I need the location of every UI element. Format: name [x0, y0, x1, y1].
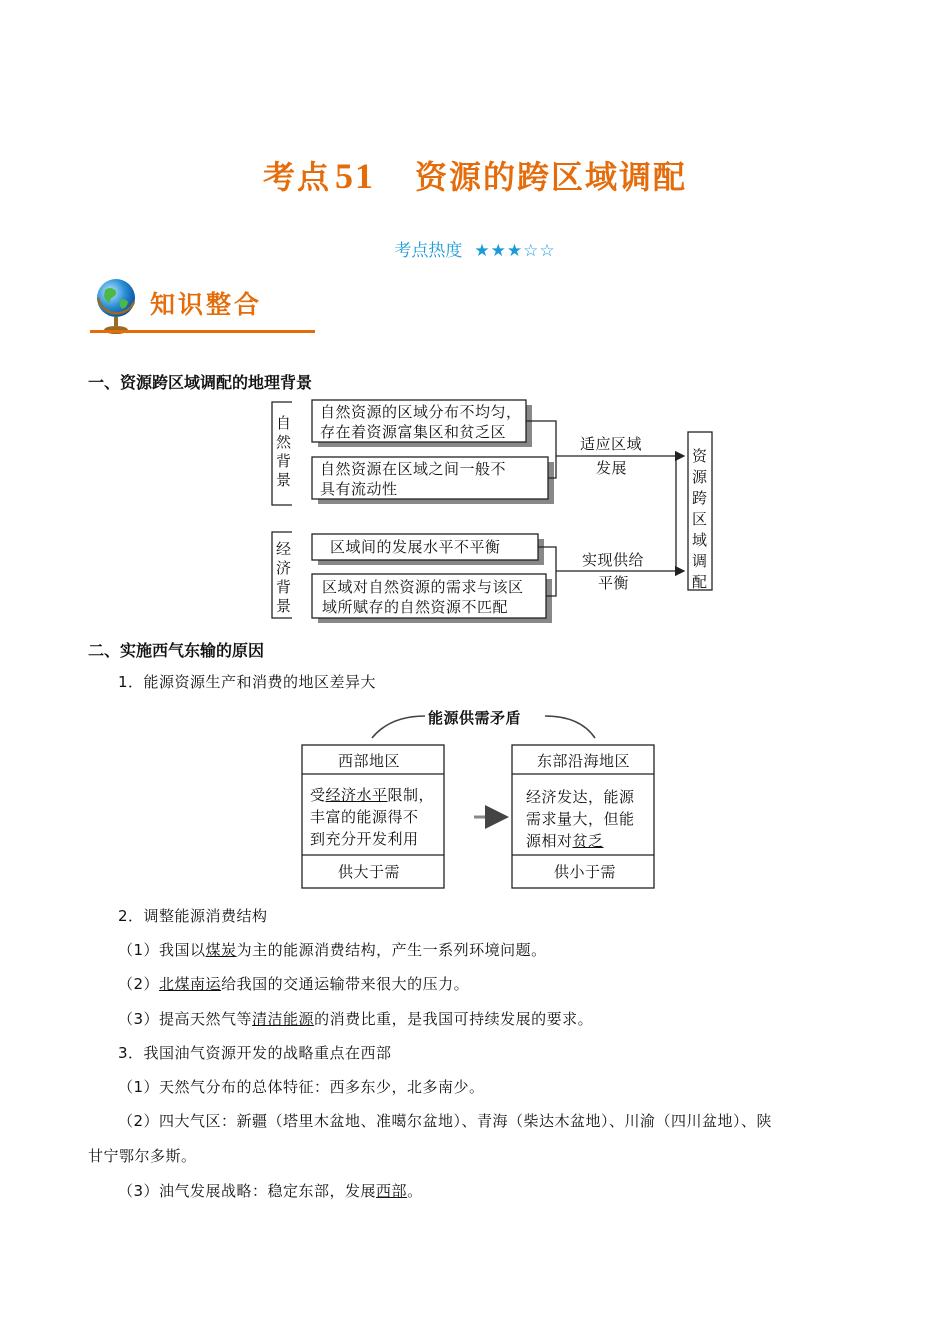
natural-arrow-label2: 发展 — [596, 459, 628, 477]
east-line2: 需求量大，但能 — [526, 810, 635, 828]
economic-background-label: 经济背景 — [276, 540, 292, 615]
item2-1-text: （1）我国以煤炭为主的能源消费结构，产生一系列环境问题。 — [118, 941, 547, 959]
natural-box1-line2: 存在着资源富集区和贫乏区 — [320, 423, 507, 441]
heat-label: 考点热度 — [394, 241, 463, 261]
east-line3: 源相对贫乏 — [526, 832, 604, 850]
natural-box2-line2: 具有流动性 — [320, 480, 398, 498]
economic-box2-line2: 域所赋存的自然资源不匹配 — [322, 598, 509, 616]
item3-3-text: （3）油气发展战略：稳定东部，发展西部。 — [118, 1182, 423, 1200]
west-supply-status: 供大于需 — [338, 863, 401, 881]
east-line1: 经济发达，能源 — [526, 788, 635, 806]
natural-background-label: 自然背景 — [276, 414, 292, 489]
item2-text: 2．调整能源消费结构 — [118, 907, 268, 925]
title-prefix: 考点 — [262, 158, 331, 196]
section1-heading: 一、资源跨区域调配的地理背景 — [88, 373, 313, 392]
item3-text: 3．我国油气资源开发的战略重点在西部 — [118, 1044, 392, 1062]
economic-box2-line1: 区域对自然资源的需求与该区 — [322, 578, 524, 596]
economic-arrow-label2: 平衡 — [598, 574, 630, 592]
item3-2-text-line2: 甘宁鄂尔多斯。 — [88, 1147, 197, 1165]
title-topic: 资源的跨区域调配 — [415, 158, 688, 196]
west-line2: 丰富的能源得不 — [310, 808, 419, 826]
west-line3: 到充分开发利用 — [310, 830, 419, 848]
item3-2-text-line1: （2）四大气区：新疆（塔里木盆地、准噶尔盆地）、青海（柴达木盆地）、川渝（四川盆地）、陕 — [118, 1112, 773, 1130]
item2-3-text: （3）提高天然气等清洁能源的消费比重，是我国可持续发展的要求。 — [118, 1010, 594, 1028]
natural-box2-line1: 自然资源在区域之间一般不 — [320, 460, 507, 478]
natural-box1-line1: 自然资源的区域分布不均匀， — [320, 403, 522, 421]
economic-arrow-label1: 实现供给 — [582, 551, 645, 569]
item1-text: 1．能源资源生产和消费的地区差异大 — [118, 673, 377, 691]
west-line1: 受经济水平限制， — [310, 786, 435, 804]
east-region-title: 东部沿海地区 — [537, 752, 631, 770]
natural-arrow-label1: 适应区域 — [580, 435, 643, 453]
item3-1-text: （1）天然气分布的总体特征：西多东少，北多南少。 — [118, 1078, 485, 1096]
title-number: 51 — [335, 156, 375, 196]
heat-stars: ★★★☆☆ — [474, 241, 556, 261]
economic-box1: 区域间的发展水平不平衡 — [330, 538, 501, 556]
item2-2-text: （2）北煤南运给我国的交通运输带来很大的压力。 — [118, 975, 470, 993]
section2-heading: 二、实施西气东输的原因 — [88, 641, 265, 660]
section-banner: 知识整合 — [150, 290, 263, 319]
east-supply-status: 供小于需 — [554, 863, 617, 881]
supply-demand-label: 能源供需矛盾 — [428, 709, 522, 727]
west-region-title: 西部地区 — [338, 752, 401, 770]
result-box-label: 资源跨区域调配 — [692, 447, 708, 591]
